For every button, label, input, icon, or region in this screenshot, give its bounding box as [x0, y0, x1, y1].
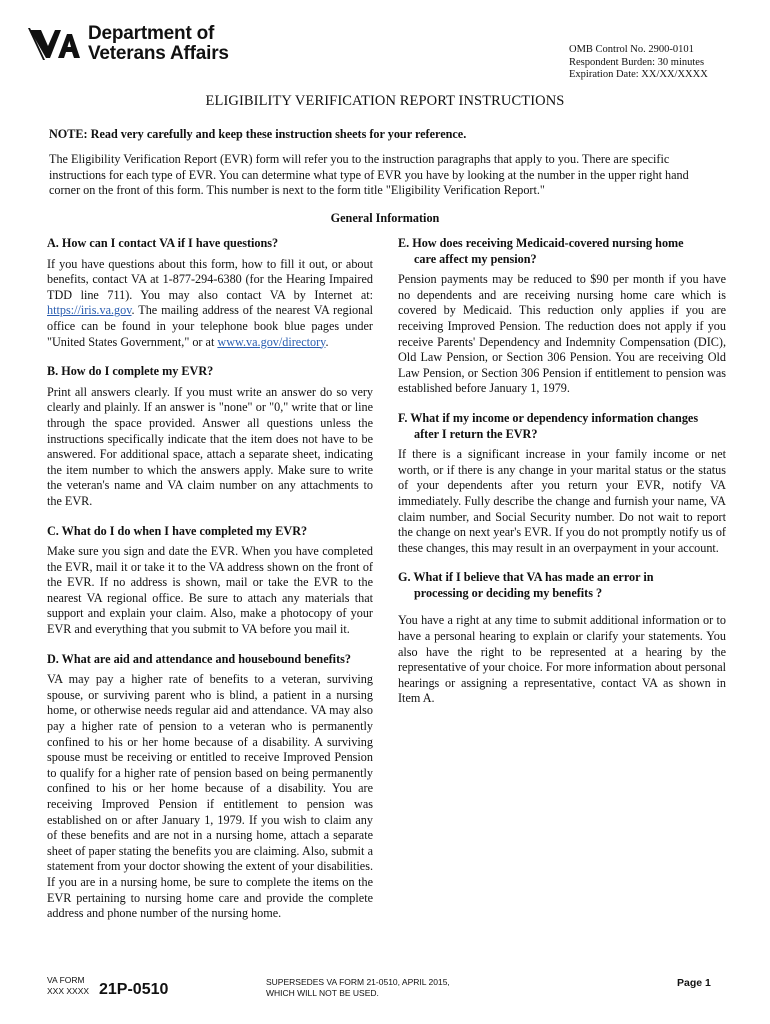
right-column	[398, 236, 726, 721]
section-b-answer: Print all answers clearly. If you must write an answer do so very clearly and plainly. If an answer is "none" or "0," write that or line through the space provided. Answer all questions unless the instructions specifically indicate that the item does not have to be answered. For additional space, attach a separate sheet, indicating the item number to which the answers apply. Make sure to write the veteran's name and VA claim number on any attachments to the EVR.	[47, 384, 373, 508]
footer-supersedes-line1: SUPERSEDES VA FORM 21-0510, APRIL 2015,	[266, 977, 450, 987]
footer-form-number: 21P-0510	[99, 981, 169, 998]
page-footer	[0, 975, 770, 1015]
section-e-question-line1: E. How does receiving Medicaid-covered nursing home	[398, 236, 684, 250]
section-e-question-line2: care affect my pension?	[414, 251, 537, 266]
respondent-burden: Respondent Burden: 30 minutes	[569, 56, 705, 68]
section-e-answer: Pension payments may be reduced to $90 per month if you have no dependents and are receiving nursing home care which is covered by Medicaid. This reduction only applies if you are receiving Improved Pension. The reduction does not apply if you receive Parents' Dependency and Indemnity Compensation (DIC), Old Law Pension, or Section 306 Pension. You are receiving Old Law Pension, or Section 306 Pension if entitlement to pension was established before January 1, 1979.	[398, 272, 726, 396]
section-f-answer: If there is a significant increase in your family income or net worth, or if there is any change in your marital status or the status of your dependents after you return your EVR, notify VA immediately. Fully describe the change and furnish your name, VA claim number, and Social Security number. Do not wait to report the change on next year's EVR. If you do not promptly notify us of these changes, this may result in an overpayment in your account.	[398, 447, 726, 555]
omb-control: OMB Control No. 2900-0101	[569, 44, 694, 55]
section-g-answer: You have a right at any time to submit additional information or to have a personal hearing to explain or clarify your statements. You also have the right to be represented at a hearing by the representative of your choice. For more information about personal hearings or assigning a representative, contact VA as shown in Item A.	[398, 613, 726, 706]
section-f	[398, 411, 726, 556]
logo-text	[88, 24, 229, 64]
omb-info	[569, 44, 708, 82]
va-directory-link[interactable]: www.va.gov/directory	[217, 334, 326, 349]
section-f-question-line1: F. What if my income or dependency information changes	[398, 410, 699, 425]
general-info-heading: General Information	[330, 211, 440, 225]
page-title: ELIGIBILITY VERIFICATION REPORT INSTRUCTIONS	[205, 93, 565, 109]
footer-form-date: XXX XXXX	[47, 986, 90, 996]
footer-supersedes	[266, 977, 450, 999]
section-g-question-line2: processing or deciding my benefits ?	[414, 585, 603, 600]
section-d	[47, 652, 373, 922]
section-a-text-1: If you have questions about this form, how to fill it out, or about benefits, contact VA at 1-877-294-6380 (for the Hearing Impaired TDD line 711). You may also contact VA by Internet at:	[47, 256, 373, 302]
section-b-question: B. How do I complete my EVR?	[47, 364, 214, 379]
va-seal-icon	[28, 26, 80, 62]
left-column	[47, 236, 373, 936]
footer-va-form: VA FORM	[47, 975, 85, 985]
logo-line2: Veterans Affairs	[88, 43, 229, 64]
footer-form-label	[47, 975, 89, 997]
footer-supersedes-line2: WHICH WILL NOT BE USED.	[266, 988, 379, 998]
section-f-question-line2: after I return the EVR?	[414, 426, 538, 441]
section-g-question	[398, 570, 726, 601]
section-e-question	[398, 236, 726, 267]
section-d-answer: VA may pay a higher rate of benefits to a veteran, surviving spouse, or surviving parent who is blind, a patient in a nursing home, or otherwise needs regular aid and attendance. VA may also pay a higher rate of pension to a veteran who is permanently confined to his or her home because of a disability. A surviving spouse must be receiving or entitled to receive Improved Pension to qualify for a higher rate of pension based on being permanently confined to his or her home because of a disability. You are receiving Improved Pension if entitlement to pension was established on or after January 1, 1979. If you wish to claim any of these benefits and are not in a nursing home, attach a separate sheet of paper stating the benefits you are claiming. Also, submit a statement from your doctor showing the extent of your disabilities. If you are in a nursing home, be sure to complete the items on the EVR pertaining to nursing home care and provide the complete address and phone number of the nursing home.	[47, 672, 373, 921]
section-a-text-2: . The mailing address of the nearest VA regional office can be found in your telephone book blue pages under "United States Government," or at	[47, 303, 373, 349]
section-c-question: C. What do I do when I have completed my EVR?	[47, 523, 308, 538]
section-a-question: A. How can I contact VA if I have questions?	[47, 236, 279, 250]
section-c-answer: Make sure you sign and date the EVR. When you have completed the EVR, mail it or take it to the VA address shown on the front of the EVR. If no address is shown, mail or take the EVR to the nearest VA regional office. Be sure to attach any materials that support and explain your claim. Also, make a photocopy of your EVR and everything that you submit to VA before you mail it.	[47, 544, 373, 637]
section-e	[398, 236, 726, 397]
iris-link[interactable]: https://iris.va.gov	[47, 303, 132, 318]
section-c	[47, 524, 373, 638]
note: NOTE: Read very carefully and keep these instruction sheets for your reference.	[49, 127, 467, 141]
section-f-question	[398, 411, 726, 442]
section-a	[47, 236, 373, 350]
section-a-answer	[47, 257, 373, 351]
section-a-text-3: .	[325, 334, 329, 349]
expiration-date: Expiration Date: XX/XX/XXXX	[569, 69, 708, 80]
section-b	[47, 364, 373, 509]
section-g	[398, 570, 726, 707]
intro-paragraph: The Eligibility Verification Report (EVR) form will refer you to the instruction paragraphs that apply to you. There are specific instructions for each type of EVR. You can determine what type of EVR you have by looking at the number in the upper right hand corner on the front of this form. This number is next to the form title "Eligibility Verification Report."	[49, 152, 689, 198]
section-g-question-line1: G. What if I believe that VA has made an error in	[398, 570, 654, 585]
footer-page-number: Page 1	[677, 977, 711, 989]
logo-line1: Department of	[88, 23, 215, 44]
section-d-question: D. What are aid and attendance and housebound benefits?	[47, 651, 351, 666]
va-logo	[28, 24, 258, 76]
